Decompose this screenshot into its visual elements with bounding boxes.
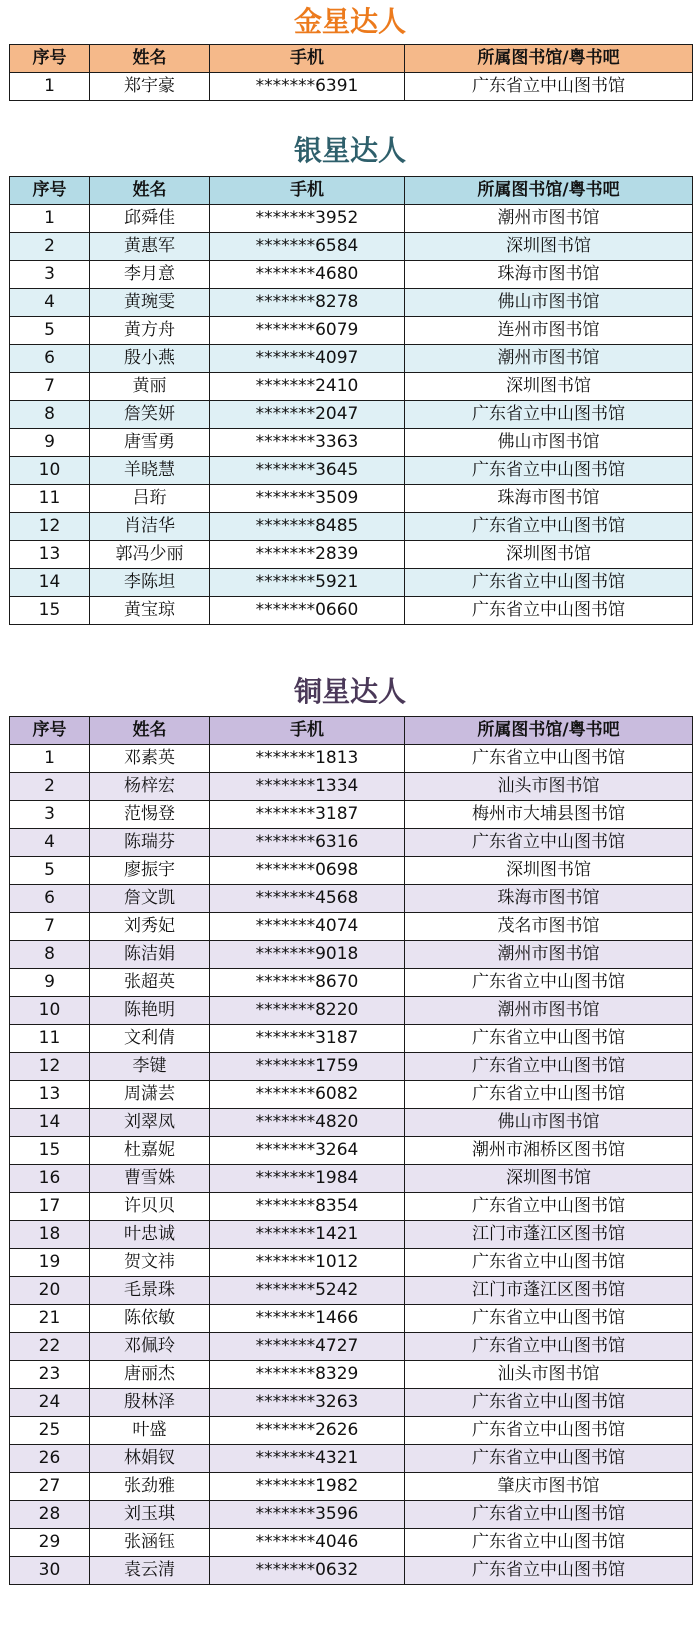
- cell-index: 26: [10, 1445, 90, 1473]
- cell-index: 12: [10, 1053, 90, 1081]
- cell-name: 郑宇豪: [90, 73, 210, 101]
- cell-phone: *******4680: [210, 261, 405, 289]
- cell-index: 6: [10, 885, 90, 913]
- cell-phone: *******6079: [210, 317, 405, 345]
- cell-library: 佛山市图书馆: [405, 429, 693, 457]
- table-row: [10, 345, 693, 373]
- cell-name: 黄惠军: [90, 233, 210, 261]
- cell-library: 汕头市图书馆: [405, 1361, 693, 1389]
- header-library: 所属图书馆/粤书吧: [405, 717, 693, 745]
- cell-name: 陈艳明: [90, 997, 210, 1025]
- cell-name: 邱舜佳: [90, 205, 210, 233]
- cell-phone: *******3264: [210, 1137, 405, 1165]
- cell-phone: *******1012: [210, 1249, 405, 1277]
- table-row: [10, 233, 693, 261]
- cell-name: 刘玉琪: [90, 1501, 210, 1529]
- cell-phone: *******0660: [210, 597, 405, 625]
- cell-library: 广东省立中山图书馆: [405, 1529, 693, 1557]
- cell-name: 李陈坦: [90, 569, 210, 597]
- cell-name: 黄琬雯: [90, 289, 210, 317]
- cell-phone: *******2047: [210, 401, 405, 429]
- cell-library: 梅州市大埔县图书馆: [405, 801, 693, 829]
- cell-name: 毛景珠: [90, 1277, 210, 1305]
- table-row: [10, 857, 693, 885]
- cell-library: 深圳图书馆: [405, 541, 693, 569]
- cell-library: 珠海市图书馆: [405, 885, 693, 913]
- table-row: [10, 457, 693, 485]
- cell-phone: *******6391: [210, 73, 405, 101]
- table-row: [10, 941, 693, 969]
- cell-index: 11: [10, 1025, 90, 1053]
- cell-phone: *******6584: [210, 233, 405, 261]
- table-row: [10, 1389, 693, 1417]
- table-header-row: [10, 177, 693, 205]
- cell-phone: *******0698: [210, 857, 405, 885]
- cell-index: 11: [10, 485, 90, 513]
- cell-name: 黄方舟: [90, 317, 210, 345]
- header-index: 序号: [10, 177, 90, 205]
- cell-phone: *******3952: [210, 205, 405, 233]
- cell-name: 肖洁华: [90, 513, 210, 541]
- cell-name: 詹笑妍: [90, 401, 210, 429]
- table-row: [10, 429, 693, 457]
- cell-index: 28: [10, 1501, 90, 1529]
- cell-index: 10: [10, 997, 90, 1025]
- cell-library: 汕头市图书馆: [405, 773, 693, 801]
- cell-library: 深圳图书馆: [405, 373, 693, 401]
- cell-library: 潮州市湘桥区图书馆: [405, 1137, 693, 1165]
- cell-phone: *******2626: [210, 1417, 405, 1445]
- table-row: [10, 1025, 693, 1053]
- cell-phone: *******3645: [210, 457, 405, 485]
- cell-name: 张超英: [90, 969, 210, 997]
- cell-phone: *******9018: [210, 941, 405, 969]
- table-row: [10, 1081, 693, 1109]
- cell-name: 陈依敏: [90, 1305, 210, 1333]
- cell-index: 10: [10, 457, 90, 485]
- cell-index: 22: [10, 1333, 90, 1361]
- cell-library: 广东省立中山图书馆: [405, 73, 693, 101]
- cell-name: 唐雪勇: [90, 429, 210, 457]
- cell-index: 16: [10, 1165, 90, 1193]
- cell-library: 江门市蓬江区图书馆: [405, 1277, 693, 1305]
- cell-name: 曹雪姝: [90, 1165, 210, 1193]
- cell-index: 29: [10, 1529, 90, 1557]
- cell-phone: *******8354: [210, 1193, 405, 1221]
- table-row: [10, 1221, 693, 1249]
- cell-index: 1: [10, 745, 90, 773]
- cell-index: 21: [10, 1305, 90, 1333]
- cell-name: 黄丽: [90, 373, 210, 401]
- table-row: [10, 1137, 693, 1165]
- table-row: [10, 1333, 693, 1361]
- cell-library: 广东省立中山图书馆: [405, 401, 693, 429]
- cell-index: 1: [10, 73, 90, 101]
- cell-name: 贺文祎: [90, 1249, 210, 1277]
- cell-library: 珠海市图书馆: [405, 485, 693, 513]
- cell-name: 廖振宇: [90, 857, 210, 885]
- cell-index: 1: [10, 205, 90, 233]
- table-row: [10, 261, 693, 289]
- header-library: 所属图书馆/粤书吧: [405, 177, 693, 205]
- table-row: [10, 513, 693, 541]
- header-phone: 手机: [210, 45, 405, 73]
- cell-index: 27: [10, 1473, 90, 1501]
- cell-index: 14: [10, 1109, 90, 1137]
- cell-name: 张涵钰: [90, 1529, 210, 1557]
- cell-phone: *******4727: [210, 1333, 405, 1361]
- table-row: [10, 969, 693, 997]
- table-header-row: [10, 45, 693, 73]
- cell-library: 江门市蓬江区图书馆: [405, 1221, 693, 1249]
- table-row: [10, 913, 693, 941]
- table-row: [10, 73, 693, 101]
- cell-name: 叶盛: [90, 1417, 210, 1445]
- cell-phone: *******4321: [210, 1445, 405, 1473]
- cell-phone: *******1984: [210, 1165, 405, 1193]
- cell-index: 4: [10, 289, 90, 317]
- cell-index: 6: [10, 345, 90, 373]
- cell-phone: *******8670: [210, 969, 405, 997]
- table-row: [10, 205, 693, 233]
- cell-name: 叶忠诚: [90, 1221, 210, 1249]
- table-row: [10, 1417, 693, 1445]
- cell-index: 2: [10, 233, 90, 261]
- cell-phone: *******6316: [210, 829, 405, 857]
- cell-library: 佛山市图书馆: [405, 1109, 693, 1137]
- cell-index: 5: [10, 857, 90, 885]
- cell-name: 文利倩: [90, 1025, 210, 1053]
- cell-library: 广东省立中山图书馆: [405, 1501, 693, 1529]
- table-row: [10, 401, 693, 429]
- cell-phone: *******3363: [210, 429, 405, 457]
- cell-library: 广东省立中山图书馆: [405, 569, 693, 597]
- cell-phone: *******1759: [210, 1053, 405, 1081]
- table-row: [10, 773, 693, 801]
- cell-index: 8: [10, 401, 90, 429]
- table-row: [10, 1557, 693, 1585]
- header-library: 所属图书馆/粤书吧: [405, 45, 693, 73]
- cell-index: 13: [10, 1081, 90, 1109]
- cell-index: 9: [10, 429, 90, 457]
- cell-name: 张劲雅: [90, 1473, 210, 1501]
- cell-index: 4: [10, 829, 90, 857]
- table-row: [10, 745, 693, 773]
- cell-phone: *******4097: [210, 345, 405, 373]
- cell-library: 潮州市图书馆: [405, 205, 693, 233]
- cell-library: 广东省立中山图书馆: [405, 513, 693, 541]
- cell-library: 广东省立中山图书馆: [405, 1417, 693, 1445]
- cell-index: 14: [10, 569, 90, 597]
- cell-index: 12: [10, 513, 90, 541]
- cell-name: 杨梓宏: [90, 773, 210, 801]
- cell-index: 15: [10, 1137, 90, 1165]
- cell-index: 19: [10, 1249, 90, 1277]
- table-row: [10, 485, 693, 513]
- cell-library: 广东省立中山图书馆: [405, 1333, 693, 1361]
- cell-library: 潮州市图书馆: [405, 941, 693, 969]
- header-name: 姓名: [90, 717, 210, 745]
- cell-phone: *******3187: [210, 801, 405, 829]
- cell-name: 陈洁娟: [90, 941, 210, 969]
- cell-phone: *******8278: [210, 289, 405, 317]
- cell-index: 7: [10, 913, 90, 941]
- header-phone: 手机: [210, 177, 405, 205]
- table-header-row: [10, 717, 693, 745]
- table-row: [10, 1445, 693, 1473]
- cell-phone: *******3509: [210, 485, 405, 513]
- cell-library: 肇庆市图书馆: [405, 1473, 693, 1501]
- cell-library: 佛山市图书馆: [405, 289, 693, 317]
- cell-index: 23: [10, 1361, 90, 1389]
- table-row: [10, 289, 693, 317]
- cell-index: 3: [10, 801, 90, 829]
- cell-phone: *******6082: [210, 1081, 405, 1109]
- cell-phone: *******3187: [210, 1025, 405, 1053]
- cell-library: 广东省立中山图书馆: [405, 829, 693, 857]
- cell-library: 珠海市图书馆: [405, 261, 693, 289]
- bronze-title: 铜星达人: [293, 675, 406, 708]
- cell-library: 广东省立中山图书馆: [405, 1445, 693, 1473]
- table-row: [10, 1109, 693, 1137]
- cell-phone: *******3596: [210, 1501, 405, 1529]
- cell-name: 殷林泽: [90, 1389, 210, 1417]
- cell-name: 邓素英: [90, 745, 210, 773]
- header-name: 姓名: [90, 177, 210, 205]
- header-index: 序号: [10, 717, 90, 745]
- cell-name: 林娟钗: [90, 1445, 210, 1473]
- cell-phone: *******4568: [210, 885, 405, 913]
- table-row: [10, 1053, 693, 1081]
- cell-name: 范惕登: [90, 801, 210, 829]
- cell-phone: *******5921: [210, 569, 405, 597]
- cell-phone: *******4074: [210, 913, 405, 941]
- table-row: [10, 1501, 693, 1529]
- cell-phone: *******2839: [210, 541, 405, 569]
- cell-name: 殷小燕: [90, 345, 210, 373]
- cell-name: 黄宝琼: [90, 597, 210, 625]
- table-row: [10, 829, 693, 857]
- cell-library: 潮州市图书馆: [405, 345, 693, 373]
- cell-phone: *******5242: [210, 1277, 405, 1305]
- cell-library: 茂名市图书馆: [405, 913, 693, 941]
- cell-phone: *******8220: [210, 997, 405, 1025]
- cell-phone: *******8485: [210, 513, 405, 541]
- header-phone: 手机: [210, 717, 405, 745]
- cell-index: 25: [10, 1417, 90, 1445]
- cell-name: 唐丽杰: [90, 1361, 210, 1389]
- cell-library: 潮州市图书馆: [405, 997, 693, 1025]
- cell-index: 17: [10, 1193, 90, 1221]
- header-index: 序号: [10, 45, 90, 73]
- cell-name: 许贝贝: [90, 1193, 210, 1221]
- cell-phone: *******1982: [210, 1473, 405, 1501]
- table-row: [10, 801, 693, 829]
- cell-library: 深圳图书馆: [405, 233, 693, 261]
- table-row: [10, 1165, 693, 1193]
- table-row: [10, 885, 693, 913]
- cell-index: 9: [10, 969, 90, 997]
- table-row: [10, 317, 693, 345]
- bronze-table: [9, 716, 693, 1585]
- cell-name: 陈瑞芬: [90, 829, 210, 857]
- cell-phone: *******1421: [210, 1221, 405, 1249]
- cell-phone: *******1466: [210, 1305, 405, 1333]
- cell-phone: *******2410: [210, 373, 405, 401]
- cell-index: 5: [10, 317, 90, 345]
- cell-index: 8: [10, 941, 90, 969]
- table-row: [10, 1305, 693, 1333]
- table-row: [10, 569, 693, 597]
- cell-library: 广东省立中山图书馆: [405, 1193, 693, 1221]
- cell-phone: *******0632: [210, 1557, 405, 1585]
- table-row: [10, 597, 693, 625]
- cell-library: 广东省立中山图书馆: [405, 1249, 693, 1277]
- cell-name: 袁云清: [90, 1557, 210, 1585]
- cell-name: 李月意: [90, 261, 210, 289]
- gold-table: [9, 44, 693, 101]
- cell-phone: *******4046: [210, 1529, 405, 1557]
- cell-name: 吕珩: [90, 485, 210, 513]
- cell-name: 郭冯少丽: [90, 541, 210, 569]
- table-row: [10, 1361, 693, 1389]
- cell-library: 广东省立中山图书馆: [405, 597, 693, 625]
- cell-name: 詹文凯: [90, 885, 210, 913]
- cell-name: 羊晓慧: [90, 457, 210, 485]
- cell-name: 李键: [90, 1053, 210, 1081]
- cell-index: 30: [10, 1557, 90, 1585]
- table-row: [10, 1193, 693, 1221]
- cell-library: 连州市图书馆: [405, 317, 693, 345]
- cell-library: 广东省立中山图书馆: [405, 1389, 693, 1417]
- cell-library: 广东省立中山图书馆: [405, 1557, 693, 1585]
- cell-library: 广东省立中山图书馆: [405, 1081, 693, 1109]
- silver-title: 银星达人: [293, 134, 406, 167]
- table-row: [10, 1473, 693, 1501]
- cell-index: 20: [10, 1277, 90, 1305]
- cell-index: 24: [10, 1389, 90, 1417]
- cell-library: 广东省立中山图书馆: [405, 457, 693, 485]
- cell-name: 刘秀妃: [90, 913, 210, 941]
- cell-phone: *******8329: [210, 1361, 405, 1389]
- cell-index: 15: [10, 597, 90, 625]
- table-row: [10, 1249, 693, 1277]
- cell-library: 广东省立中山图书馆: [405, 745, 693, 773]
- cell-phone: *******3263: [210, 1389, 405, 1417]
- cell-index: 7: [10, 373, 90, 401]
- cell-library: 深圳图书馆: [405, 857, 693, 885]
- table-row: [10, 1277, 693, 1305]
- cell-library: 广东省立中山图书馆: [405, 1053, 693, 1081]
- table-row: [10, 1529, 693, 1557]
- cell-library: 广东省立中山图书馆: [405, 1305, 693, 1333]
- cell-index: 2: [10, 773, 90, 801]
- cell-phone: *******1334: [210, 773, 405, 801]
- cell-library: 广东省立中山图书馆: [405, 969, 693, 997]
- cell-name: 杜嘉妮: [90, 1137, 210, 1165]
- cell-library: 深圳图书馆: [405, 1165, 693, 1193]
- cell-index: 13: [10, 541, 90, 569]
- cell-phone: *******4820: [210, 1109, 405, 1137]
- table-row: [10, 541, 693, 569]
- header-name: 姓名: [90, 45, 210, 73]
- cell-index: 18: [10, 1221, 90, 1249]
- cell-phone: *******1813: [210, 745, 405, 773]
- cell-name: 周潇芸: [90, 1081, 210, 1109]
- table-row: [10, 373, 693, 401]
- cell-index: 3: [10, 261, 90, 289]
- silver-table: [9, 176, 693, 625]
- cell-name: 刘翠凤: [90, 1109, 210, 1137]
- table-row: [10, 997, 693, 1025]
- cell-name: 邓佩玲: [90, 1333, 210, 1361]
- cell-library: 广东省立中山图书馆: [405, 1025, 693, 1053]
- gold-title: 金星达人: [293, 5, 406, 38]
